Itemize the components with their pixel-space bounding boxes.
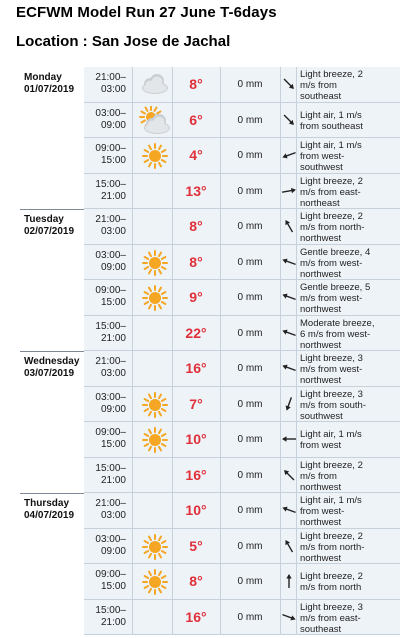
wind-direction-icon [280, 182, 298, 200]
wind-line: northwest [300, 339, 342, 351]
location-label: Location : San Jose de Jachal [16, 33, 231, 50]
time-range [88, 179, 126, 203]
wind-direction-icon [280, 608, 298, 626]
time-end: 03:00 [100, 510, 126, 521]
column-divider [132, 529, 133, 564]
precipitation: 0 mm [237, 79, 263, 90]
precipitation: 0 mm [237, 256, 263, 268]
forecast-row [20, 174, 400, 209]
wind-line: m/s from west- [300, 364, 363, 375]
time-start: 15:00– [95, 178, 126, 190]
forecast-row [20, 529, 400, 564]
column-divider [132, 67, 133, 102]
wind-line: northwest [300, 517, 342, 528]
wind-line: Light breeze, 2 [300, 69, 363, 80]
precipitation: 0 mm [237, 434, 263, 445]
time-end: 21:00 [100, 332, 126, 344]
wind-line: Light breeze, 2 [300, 571, 363, 582]
forecast-row [20, 458, 400, 493]
precipitation: 0 mm [237, 611, 263, 623]
wind-description [300, 110, 396, 132]
time-range [88, 605, 126, 629]
time-start: 03:00– [95, 249, 126, 261]
wind-line: Light air, 1 m/s [300, 495, 362, 506]
forecast-row [20, 387, 400, 422]
wind-direction-icon [280, 537, 298, 555]
forecast-row [20, 138, 400, 173]
wind-line: Light breeze, 3 [300, 601, 363, 613]
wind-description [300, 460, 396, 493]
forecast-row [20, 493, 400, 528]
page-title: ECFWM Model Run 27 June T-6days [16, 4, 277, 21]
day-date: 02/07/2019 [24, 226, 75, 237]
wind-line: from west- [300, 151, 345, 162]
column-divider [132, 387, 133, 422]
temperature: 22° [185, 324, 207, 341]
wind-description [300, 69, 396, 102]
partly-cloudy-icon [138, 106, 172, 136]
moon-icon [138, 354, 172, 384]
temperature: 4° [189, 147, 203, 163]
column-divider [132, 493, 133, 528]
precipitation: 0 mm [237, 576, 263, 587]
wind-line: southwest [300, 162, 343, 173]
wind-direction-icon [280, 146, 298, 164]
moon-icon [138, 212, 172, 242]
column-divider [132, 174, 133, 209]
wind-line: m/s from north- [300, 541, 365, 553]
column-divider [132, 422, 133, 457]
wind-line: m/s from north- [300, 222, 365, 233]
temperature: 13° [185, 182, 207, 199]
wind-description [300, 353, 396, 386]
temperature: 9° [189, 289, 203, 305]
wind-line: southeast [300, 623, 342, 635]
wind-direction-icon [280, 572, 298, 590]
sun-icon [138, 283, 172, 313]
temperature: 8° [189, 76, 203, 92]
precipitation: 0 mm [237, 221, 263, 232]
precipitation: 0 mm [237, 114, 263, 126]
wind-line: from west- [300, 506, 345, 517]
wind-line: Gentle breeze, 5 [300, 282, 371, 293]
wind-line: northeast [300, 197, 340, 209]
time-range [88, 321, 126, 345]
wind-description [300, 176, 396, 209]
wind-description [300, 531, 396, 564]
wind-description [300, 247, 396, 280]
day-date: 03/07/2019 [24, 368, 75, 379]
wind-line: from west [300, 440, 342, 451]
wind-line: m/s from [300, 80, 337, 91]
time-end: 15:00 [100, 297, 126, 308]
forecast-row [20, 209, 400, 244]
forecast-row [20, 600, 400, 635]
day-name: Wednesday [24, 356, 80, 367]
wind-line: northwest [300, 304, 342, 315]
time-end: 15:00 [100, 581, 126, 592]
time-range [88, 498, 126, 522]
wind-description [300, 140, 396, 173]
wind-description [300, 282, 396, 315]
temperature: 8° [189, 573, 203, 589]
wind-description [300, 389, 396, 422]
wind-line: Moderate breeze, [300, 317, 375, 329]
time-start: 15:00– [95, 604, 126, 616]
wind-line: m/s from west- [300, 257, 363, 269]
precipitation: 0 mm [237, 469, 263, 481]
sun-icon [138, 390, 172, 420]
time-end: 09:00 [100, 545, 126, 557]
wind-direction-icon [280, 359, 298, 377]
wind-line: northwest [300, 552, 342, 564]
column-divider [132, 209, 133, 244]
wind-direction-icon [280, 217, 298, 235]
wind-line: northwest [300, 375, 342, 386]
time-range [88, 72, 126, 96]
time-end: 03:00 [100, 226, 126, 237]
time-range [88, 427, 126, 451]
wind-line: Light breeze, 2 [300, 459, 363, 471]
wind-line: Light breeze, 2 [300, 211, 363, 222]
moon-icon [138, 177, 172, 207]
moon-icon [138, 496, 172, 526]
wind-direction-icon [280, 430, 298, 448]
day-date: 04/07/2019 [24, 510, 75, 521]
wind-line: southwest [300, 410, 343, 422]
time-end: 21:00 [100, 190, 126, 202]
time-start: 21:00– [95, 72, 126, 83]
wind-direction-icon [280, 288, 298, 306]
wind-direction-icon [280, 395, 298, 413]
cloud-icon [138, 70, 172, 100]
time-range [88, 108, 126, 132]
time-end: 15:00 [100, 439, 126, 450]
column-divider [132, 245, 133, 280]
moon-icon [138, 319, 172, 349]
time-range [88, 285, 126, 309]
wind-line: Light breeze, 3 [300, 353, 363, 364]
forecast-row [20, 316, 400, 351]
moon-icon [138, 461, 172, 491]
wind-line: Gentle breeze, 4 [300, 246, 371, 258]
wind-line: Light air, 1 m/s [300, 109, 362, 121]
column-divider [132, 103, 133, 138]
column-divider [132, 316, 133, 351]
sun-icon [138, 532, 172, 562]
column-divider [132, 351, 133, 386]
time-end: 03:00 [100, 84, 126, 95]
time-range [88, 250, 126, 274]
temperature: 8° [189, 218, 203, 234]
time-start: 09:00– [95, 427, 126, 438]
time-end: 15:00 [100, 155, 126, 166]
time-start: 09:00– [95, 285, 126, 296]
wind-description [300, 602, 396, 635]
sun-icon [138, 141, 172, 171]
column-divider [132, 600, 133, 635]
time-start: 09:00– [95, 143, 126, 154]
precipitation: 0 mm [237, 150, 263, 161]
time-end: 09:00 [100, 261, 126, 273]
column-divider [132, 564, 133, 599]
wind-description [300, 495, 396, 528]
wind-line: Light air, 1 m/s [300, 429, 362, 440]
wind-direction-icon [280, 324, 298, 342]
wind-direction-icon [280, 111, 298, 129]
wind-description [300, 318, 396, 351]
time-end: 21:00 [100, 616, 126, 628]
wind-line: m/s from east- [300, 612, 361, 624]
wind-line: Light breeze, 2 [300, 175, 363, 187]
column-divider [132, 138, 133, 173]
time-end: 09:00 [100, 119, 126, 131]
forecast-row [20, 103, 400, 138]
time-range [88, 356, 126, 380]
temperature: 5° [189, 537, 203, 554]
wind-line: from southeast [300, 120, 363, 132]
time-start: 15:00– [95, 320, 126, 332]
wind-direction-icon [280, 501, 298, 519]
sun-icon [138, 248, 172, 278]
time-start: 03:00– [95, 391, 126, 403]
wind-line: m/s from [300, 470, 337, 482]
forecast-row [20, 422, 400, 457]
time-range [88, 214, 126, 238]
time-start: 15:00– [95, 462, 126, 474]
wind-line: m/s from south- [300, 399, 366, 411]
wind-description [300, 211, 396, 244]
wind-line: m/s from north [300, 582, 362, 593]
forecast-table [20, 67, 400, 636]
day-name: Tuesday [24, 214, 64, 225]
day-date: 01/07/2019 [24, 84, 75, 95]
time-range [88, 569, 126, 593]
wind-description [300, 571, 396, 593]
temperature: 10° [185, 431, 207, 447]
time-end: 03:00 [100, 368, 126, 379]
wind-line: Light air, 1 m/s [300, 140, 362, 151]
wind-line: northwest [300, 481, 342, 493]
forecast-row [20, 280, 400, 315]
temperature: 16° [185, 608, 207, 625]
time-range [88, 534, 126, 558]
time-end: 09:00 [100, 403, 126, 415]
header [0, 0, 400, 64]
time-start: 21:00– [95, 356, 126, 367]
precipitation: 0 mm [237, 185, 263, 197]
time-range [88, 463, 126, 487]
day-name: Thursday [24, 498, 70, 509]
time-end: 21:00 [100, 474, 126, 486]
wind-line: northwest [300, 233, 342, 244]
moon-icon [138, 603, 172, 633]
column-divider [132, 458, 133, 493]
wind-line: Light breeze, 3 [300, 388, 363, 400]
time-start: 21:00– [95, 214, 126, 225]
time-start: 03:00– [95, 533, 126, 545]
wind-line: northwest [300, 268, 342, 280]
precipitation: 0 mm [237, 327, 263, 339]
wind-direction-icon [280, 253, 298, 271]
time-start: 09:00– [95, 569, 126, 580]
wind-line: southeast [300, 91, 342, 102]
temperature: 10° [185, 502, 207, 518]
forecast-row [20, 67, 400, 102]
wind-description [300, 429, 396, 451]
temperature: 7° [189, 395, 203, 412]
precipitation: 0 mm [237, 292, 263, 303]
wind-line: m/s from west- [300, 293, 363, 304]
forecast-row [20, 245, 400, 280]
time-start: 03:00– [95, 107, 126, 119]
sun-icon [138, 425, 172, 455]
sun-icon [138, 567, 172, 597]
day-name: Monday [24, 72, 62, 83]
forecast-row [20, 564, 400, 599]
precipitation: 0 mm [237, 363, 263, 374]
wind-direction-icon [280, 466, 298, 484]
wind-line: m/s from east- [300, 186, 361, 198]
temperature: 16° [185, 466, 207, 483]
time-start: 21:00– [95, 498, 126, 509]
precipitation: 0 mm [237, 505, 263, 516]
wind-line: 6 m/s from west- [300, 328, 371, 340]
wind-direction-icon [280, 75, 298, 93]
time-range [88, 392, 126, 416]
temperature: 16° [185, 360, 207, 376]
row-divider [84, 634, 400, 635]
precipitation: 0 mm [237, 398, 263, 410]
precipitation: 0 mm [237, 540, 263, 552]
wind-line: Light breeze, 2 [300, 530, 363, 542]
time-range [88, 143, 126, 167]
temperature: 6° [189, 111, 203, 128]
forecast-row [20, 351, 400, 386]
temperature: 8° [189, 253, 203, 270]
column-divider [132, 280, 133, 315]
